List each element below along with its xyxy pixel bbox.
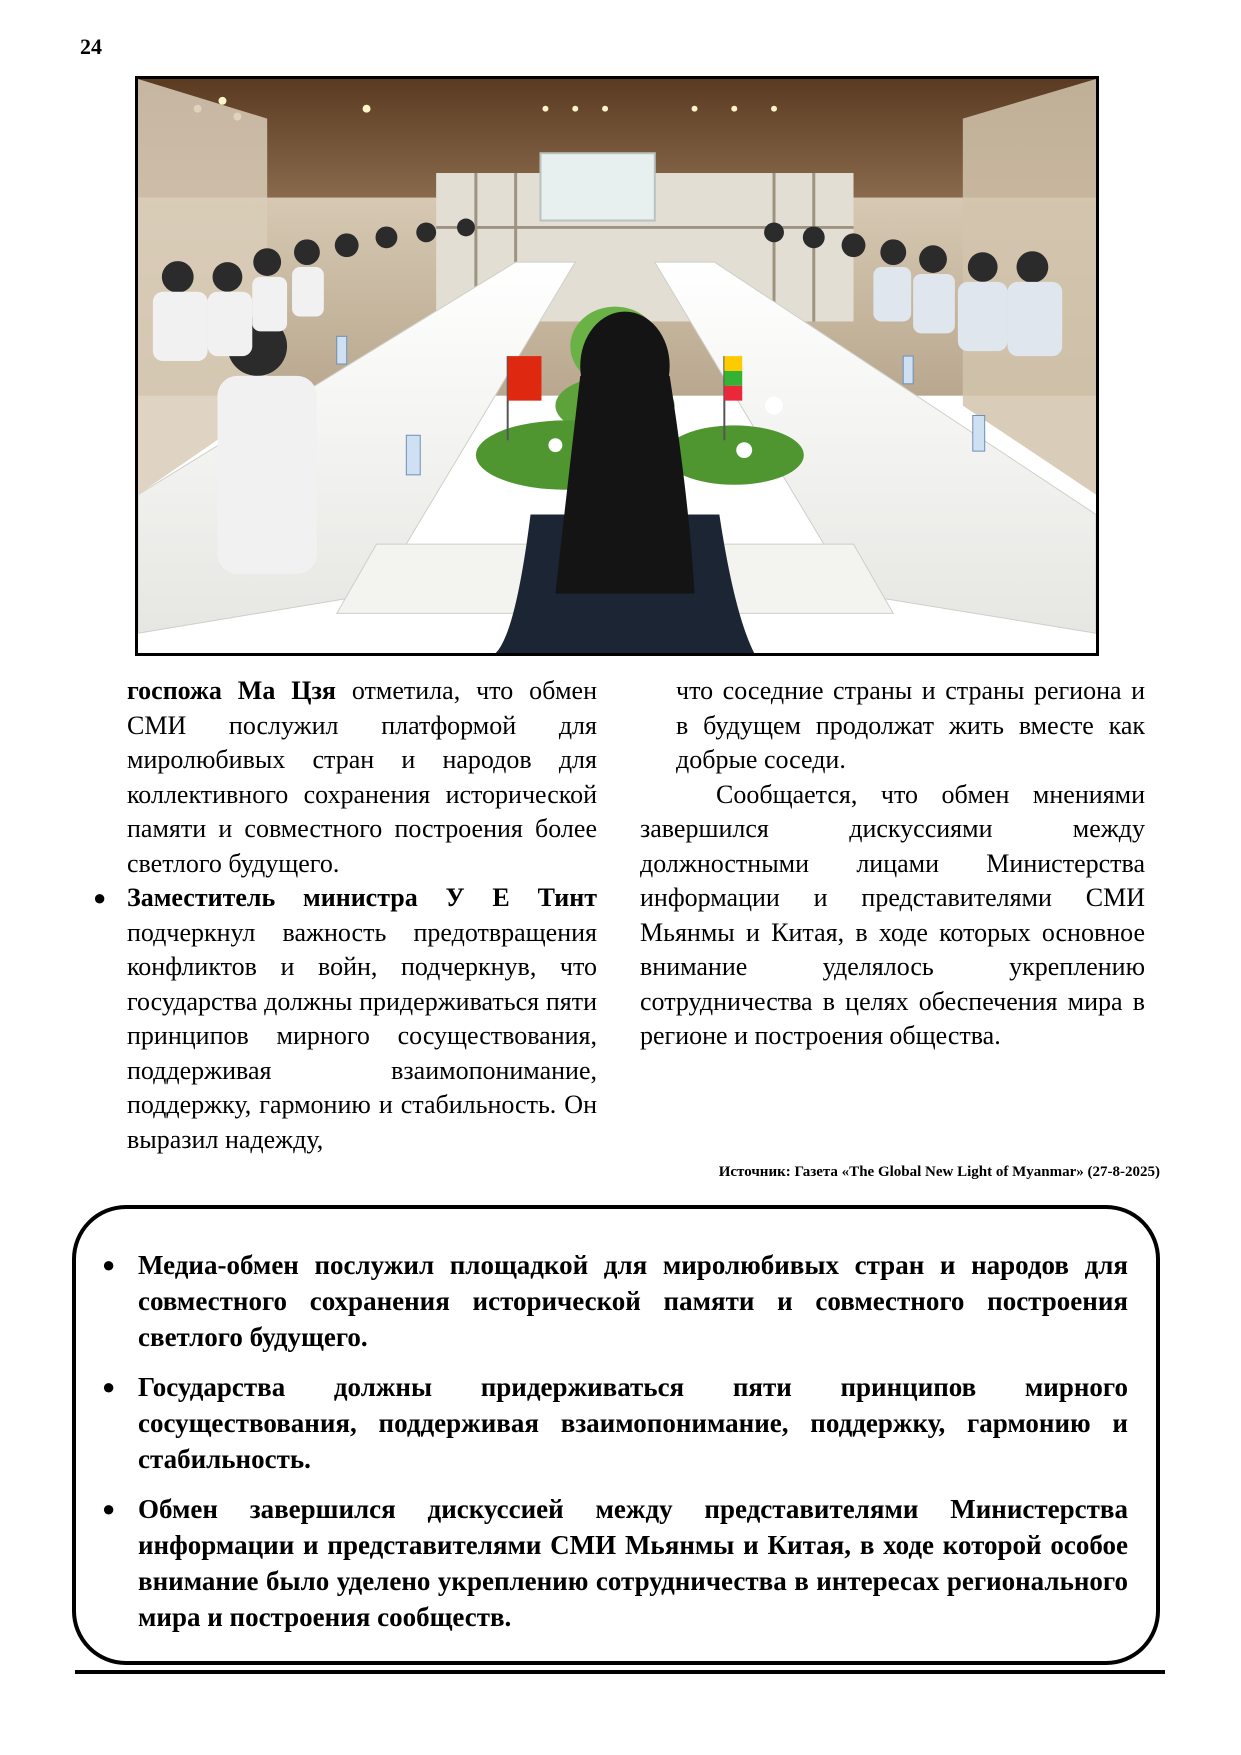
left-paragraph-text: отметила, что обмен СМИ послужил платформой для миролюбивых стран и народов для коллективного сохранения исторической памяти и совместного построения более светлого будущего. xyxy=(127,676,597,878)
summary-item-text: Государства должны придерживаться пяти принципов мирного сосуществования, поддерживая взаимопонимание, поддержку, гармонию и стабильность. xyxy=(138,1372,1128,1474)
page-number: 24 xyxy=(80,34,102,59)
deputy-minister-name: Заместитель министра У Е Тинт xyxy=(127,883,597,912)
projection-screen xyxy=(540,153,654,220)
summary-item-text: Обмен завершился дискуссией между представителями Министерства информации и представителями СМИ Мьянмы и Китая, в ходе которой особое внимание было уделено укреплению сотрудничества в интересах регионального мира и построения сообществ. xyxy=(138,1494,1128,1632)
source-citation: Источник: Газета «The Global New Light of Myanmar» (27-8-2025) xyxy=(718,1164,1160,1180)
summary-item xyxy=(102,1247,1128,1355)
right-paragraph: Сообщается, что обмен мнениями завершился дискуссиями между должностными лицами Министерства информации и представителями СМИ Мьянмы и Китая, в ходе которых основное внимание уделялось укреплению сотрудничества в целях обеспечения мира в регионе и построения общества. xyxy=(640,779,1145,1050)
china-flag xyxy=(508,356,542,401)
bottom-rule xyxy=(75,1670,1165,1674)
article-left-column xyxy=(93,674,597,1157)
myanmar-flag xyxy=(724,356,742,371)
bullet-item xyxy=(93,881,597,1157)
article-right-column xyxy=(640,674,1145,1054)
summary-item xyxy=(102,1369,1128,1477)
bullet-dot: ● xyxy=(102,1496,116,1521)
left-paragraph xyxy=(127,674,597,881)
summary-box xyxy=(72,1205,1160,1665)
summary-item-text: Медиа-обмен послужил площадкой для миролюбивых стран и народов для совместного сохранения исторической памяти и совместного построения светлого будущего. xyxy=(138,1250,1128,1352)
bullet-dot: ● xyxy=(93,885,107,910)
bullet-dot: ● xyxy=(102,1252,116,1277)
right-continuation: что соседние страны и страны региона и в будущем продолжат жить вместе как добрые соседи. xyxy=(676,676,1145,774)
meeting-photo xyxy=(135,76,1099,656)
meeting-photo-illustration xyxy=(138,79,1096,653)
bullet-dot: ● xyxy=(102,1374,116,1399)
summary-item xyxy=(102,1491,1128,1635)
bullet-text: подчеркнул важность предотвращения конфликтов и войн, подчеркнув, что государства должны придерживаться пяти принципов мирного сосуществования, поддерживая взаимопонимание, поддержку, гармонию и стабильность. Он выразил надежду, xyxy=(127,917,597,1154)
speaker-name: госпожа Ма Цзя xyxy=(127,676,336,705)
